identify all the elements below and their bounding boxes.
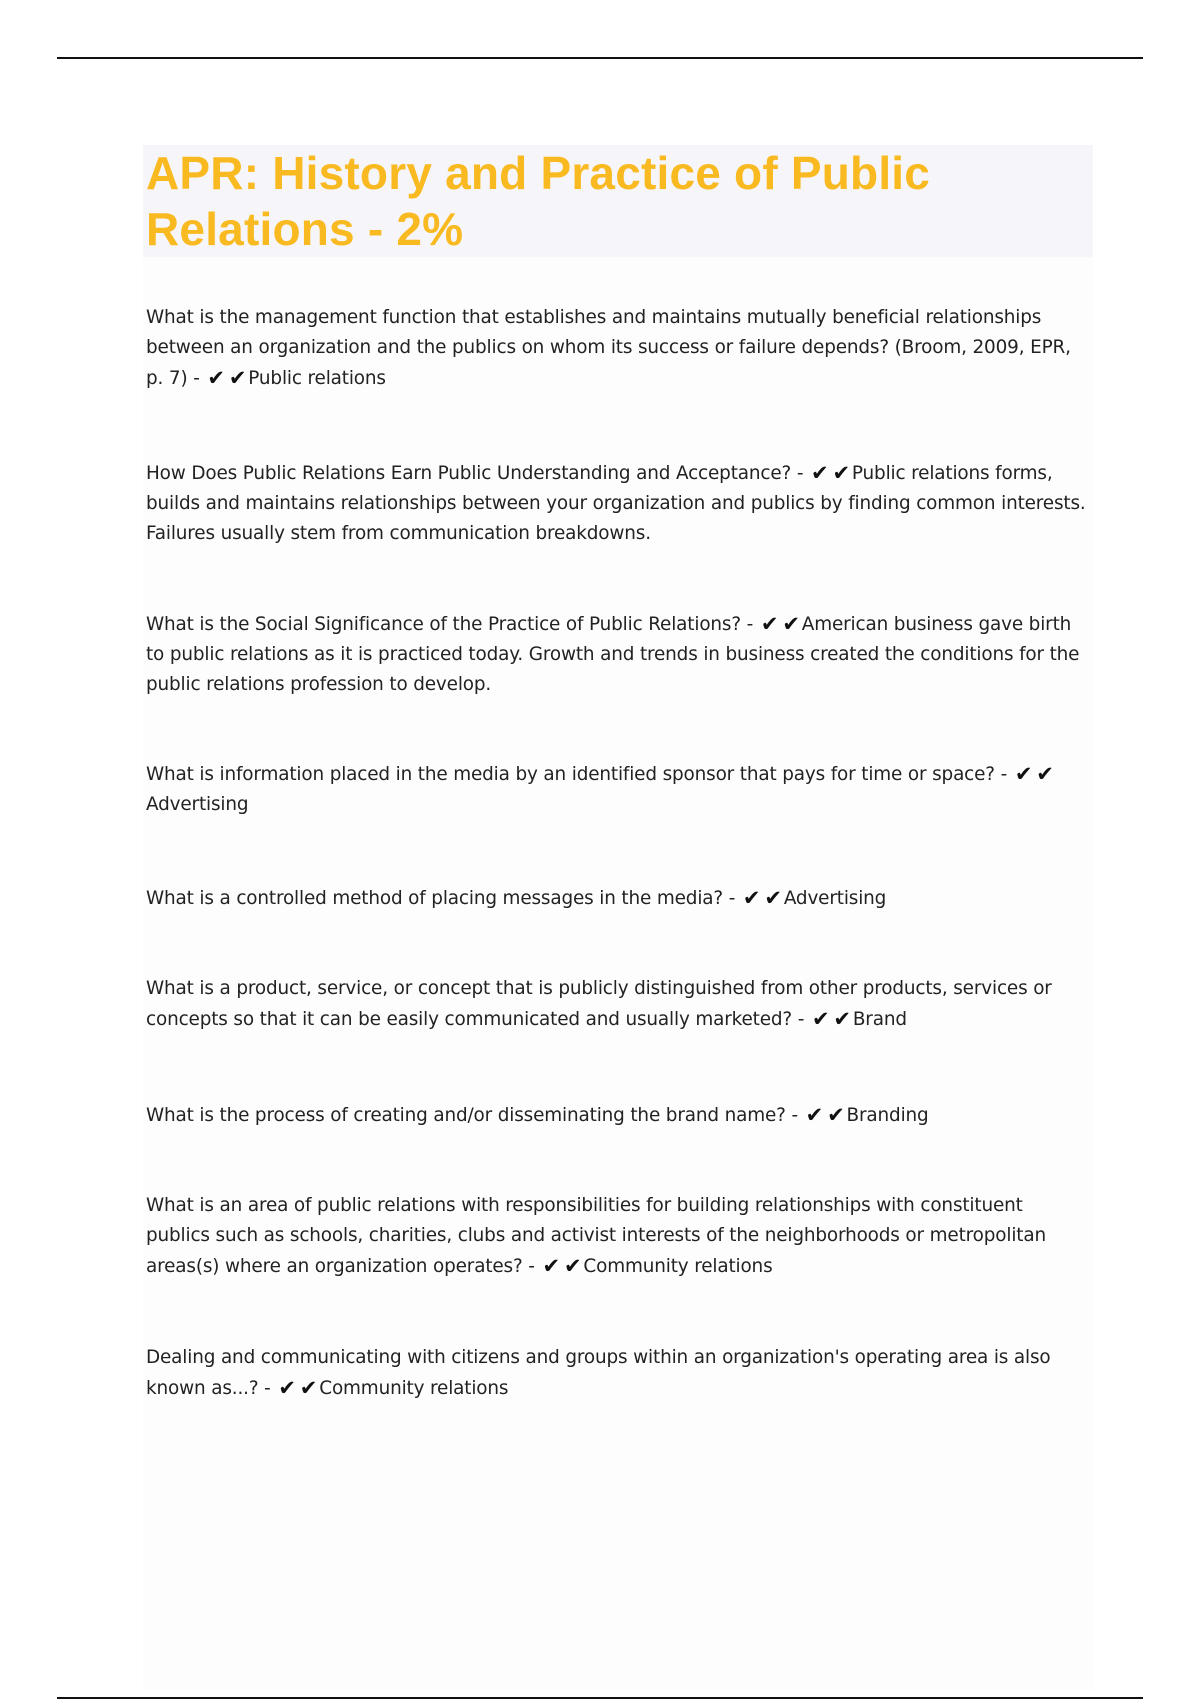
check-icon: ✔: [278, 1376, 296, 1400]
separator: -: [792, 1009, 810, 1030]
qa-item-6: [146, 974, 1086, 1035]
separator: -: [187, 368, 206, 389]
answer-text: Branding: [846, 1105, 929, 1126]
qa-item-7: [146, 1100, 1086, 1131]
answer-text: Public relations: [248, 368, 386, 389]
answer-text: Brand: [852, 1009, 907, 1030]
check-icon: ✔: [782, 612, 800, 636]
check-icon: ✔: [563, 1254, 582, 1278]
check-icon: ✔: [760, 612, 779, 636]
check-icon: ✔: [207, 366, 225, 390]
separator: -: [522, 1256, 541, 1277]
question-text: What is the process of creating and/or disseminating the brand name?: [146, 1105, 786, 1126]
question-text: What is the Social Significance of the Practice of Public Relations?: [146, 614, 741, 635]
check-icon: ✔: [832, 461, 850, 485]
question-text: What is a product, service, or concept that is publicly distinguished from other products, services or concepts so that it can be easily communicated and usually marketed?: [146, 978, 1052, 1030]
separator: -: [740, 614, 759, 635]
qa-item-5: [146, 883, 1086, 914]
bottom-rule: [57, 1697, 1143, 1699]
check-icon: ✔: [742, 886, 761, 910]
qa-item-2: [146, 458, 1086, 549]
question-text: How Does Public Relations Earn Public Understanding and Acceptance?: [146, 463, 792, 484]
answer-text: Community relations: [319, 1378, 509, 1399]
check-icon: ✔: [764, 886, 782, 910]
qa-item-4: [146, 759, 1086, 820]
question-text: What is the management function that establishes and maintains mutually beneficial relationships between an organization and the publics on whom its success or failure depends? (Broom, 2009, EPR, p. 7): [146, 307, 1071, 389]
check-icon: ✔: [827, 1103, 845, 1127]
document-title: APR: History and Practice of Public Relations - 2%: [146, 147, 931, 255]
check-icon: ✔: [1036, 762, 1054, 786]
qa-item-1: [146, 303, 1086, 394]
answer-text: Public relations forms, builds and maintains relationships between your organization and publics by finding common interests. Failures usually stem from communication breakdowns.: [146, 463, 1086, 544]
check-icon: ✔: [811, 461, 829, 485]
check-icon: ✔: [811, 1007, 830, 1031]
check-icon: ✔: [299, 1376, 318, 1400]
separator: -: [785, 1105, 804, 1126]
separator: -: [258, 1378, 277, 1399]
check-icon: ✔: [228, 366, 247, 390]
answer-text: Community relations: [583, 1256, 773, 1277]
separator: -: [723, 888, 741, 909]
check-icon: ✔: [805, 1103, 824, 1127]
separator: -: [994, 764, 1013, 785]
question-text: What is information placed in the media by an identified sponsor that pays for time or space?: [146, 764, 995, 785]
answer-text: Advertising: [783, 888, 887, 909]
check-icon: ✔: [542, 1254, 560, 1278]
qa-item-3: [146, 609, 1086, 700]
question-text: Dealing and communicating with citizens and groups within an organization's operating area is also known as...?: [146, 1347, 1051, 1399]
qa-item-9: [146, 1343, 1086, 1404]
answer-text: Advertising: [146, 794, 249, 815]
separator: -: [791, 463, 810, 484]
answer-text: American business gave birth to public relations as it is practiced today. Growth and trends in business created the conditions for the public relations profession to develop.: [146, 614, 1080, 695]
top-rule: [57, 57, 1143, 59]
question-text: What is an area of public relations with responsibilities for building relationships with constituent publics such as schools, charities, clubs and activist interests of the neighborhoods or metropolitan areas(s) where an organization operates?: [146, 1195, 1046, 1277]
qa-item-8: [146, 1191, 1086, 1282]
check-icon: ✔: [1014, 762, 1033, 786]
check-icon: ✔: [833, 1007, 851, 1031]
question-text: What is a controlled method of placing messages in the media?: [146, 888, 724, 909]
